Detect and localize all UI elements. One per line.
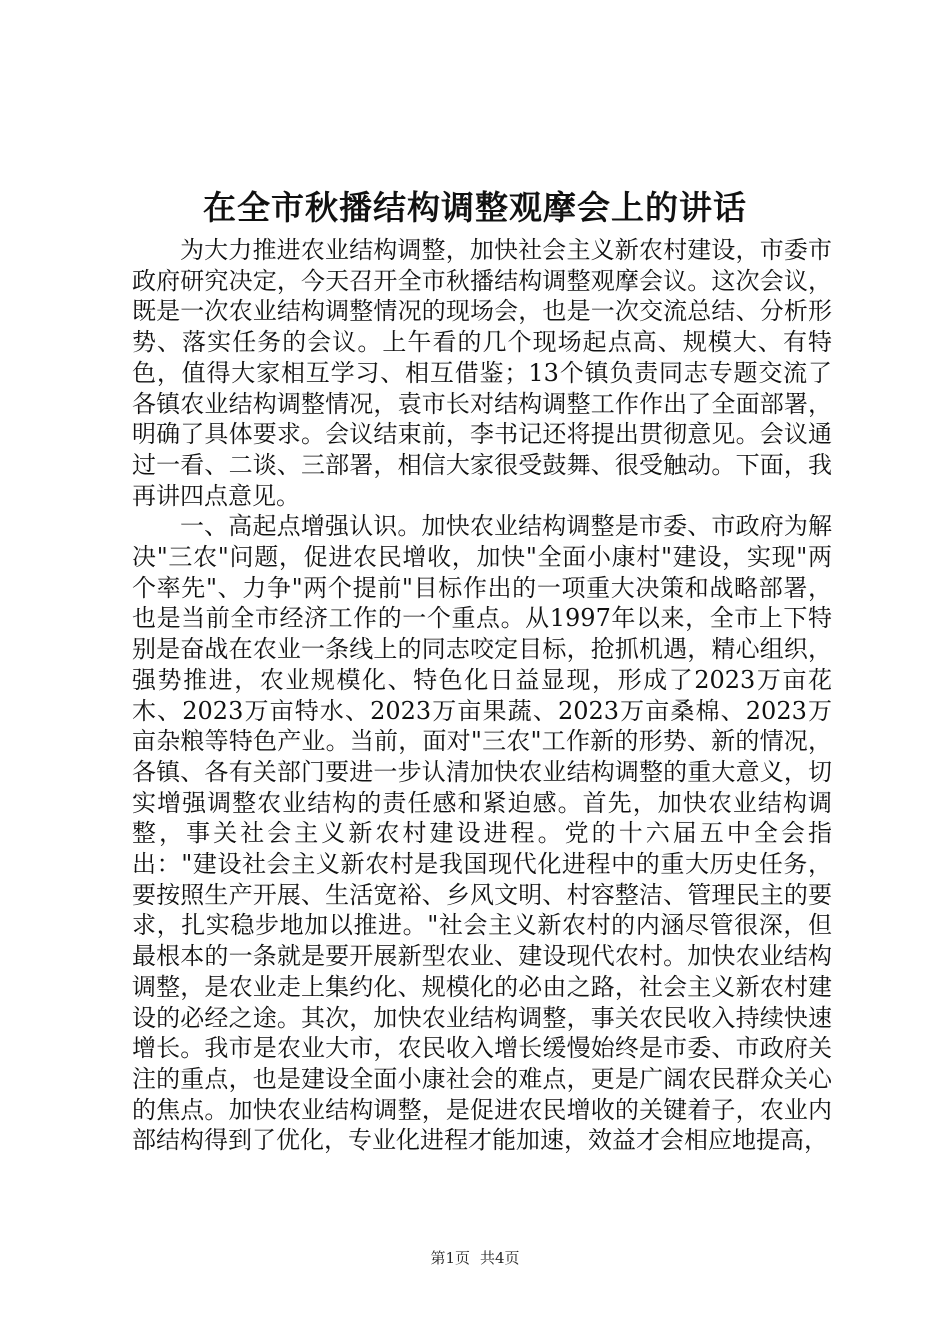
paragraph-intro: 为大力推进农业结构调整，加快社会主义新农村建设，市委市政府研究决定，今天召开全市秋播结构调整观摩会议。这次会议，既是一次农业结构调整情况的现场会，也是一次交流总结、分析形势、落实任务的会议。上午看的几个现场起点高、规模大、有特色，值得大家相互学习、相互借鉴；13个镇负责同志专题交流了各镇农业结构调整情况，袁市长对结构调整工作作出了全面部署，明确了具体要求。会议结束前，李书记还将提出贯彻意见。会议通过一看、二谈、三部署，相信大家很受鼓舞、很受触动。下面，我再讲四点意见。	[132, 236, 832, 510]
page-number: 第1页	[430, 1249, 470, 1267]
document-title: 在全市秋播结构调整观摩会上的讲话	[203, 188, 747, 227]
paragraph-section-one: 一、高起点增强认识。加快农业结构调整是市委、市政府为解决"三农"问题，促进农民增收，加快"全面小康村"建设，实现"两个率先"、力争"两个提前"目标作出的一项重大决策和战略部署，也是当前全市经济工作的一个重点。从1997年以来，全市上下特别是奋战在农业一条线上的同志咬定目标，抢抓机遇，精心组织，强势推进，农业规模化、特色化日益显现，形成了2023万亩花木、2023万亩特水、2023万亩果蔬、2023万亩桑棉、2023万亩杂粮等特色产业。当前，面对"三农"工作新的形势、新的情况，各镇、各有关部门要进一步认清加快农业结构调整的重大意义，切实增强调整农业结构的责任感和紧迫感。首先，加快农业结构调整，事关社会主义新农村建设进程。党的十六届五中全会指出："建设社会主义新农村是我国现代化进程中的重大历史任务，要按照生产开展、生活宽裕、乡风文明、村容整洁、管理民主的要求，扎实稳步地加以推进。"社会主义新农村的内涵尽管很深，但最根本的一条就是要开展新型农业、建设现代农村。加快农业结构调整，是农业走上集约化、规模化的必由之路，社会主义新农村建设的必经之途。其次，加快农业结构调整，事关农民收入持续快速增长。我市是农业大市，农民收入增长缓慢始终是市委、市政府关注的重点，也是建设全面小康社会的难点，更是广阔农民群众关心的焦点。加快农业结构调整，是促进农民增收的关键着子，农业内部结构得到了优化，专业化进程才能加速，效益才会相应地提高，	[132, 512, 832, 1155]
page-footer	[0, 1248, 950, 1268]
document-body	[132, 235, 832, 1156]
page-total: 共4页	[480, 1249, 520, 1267]
